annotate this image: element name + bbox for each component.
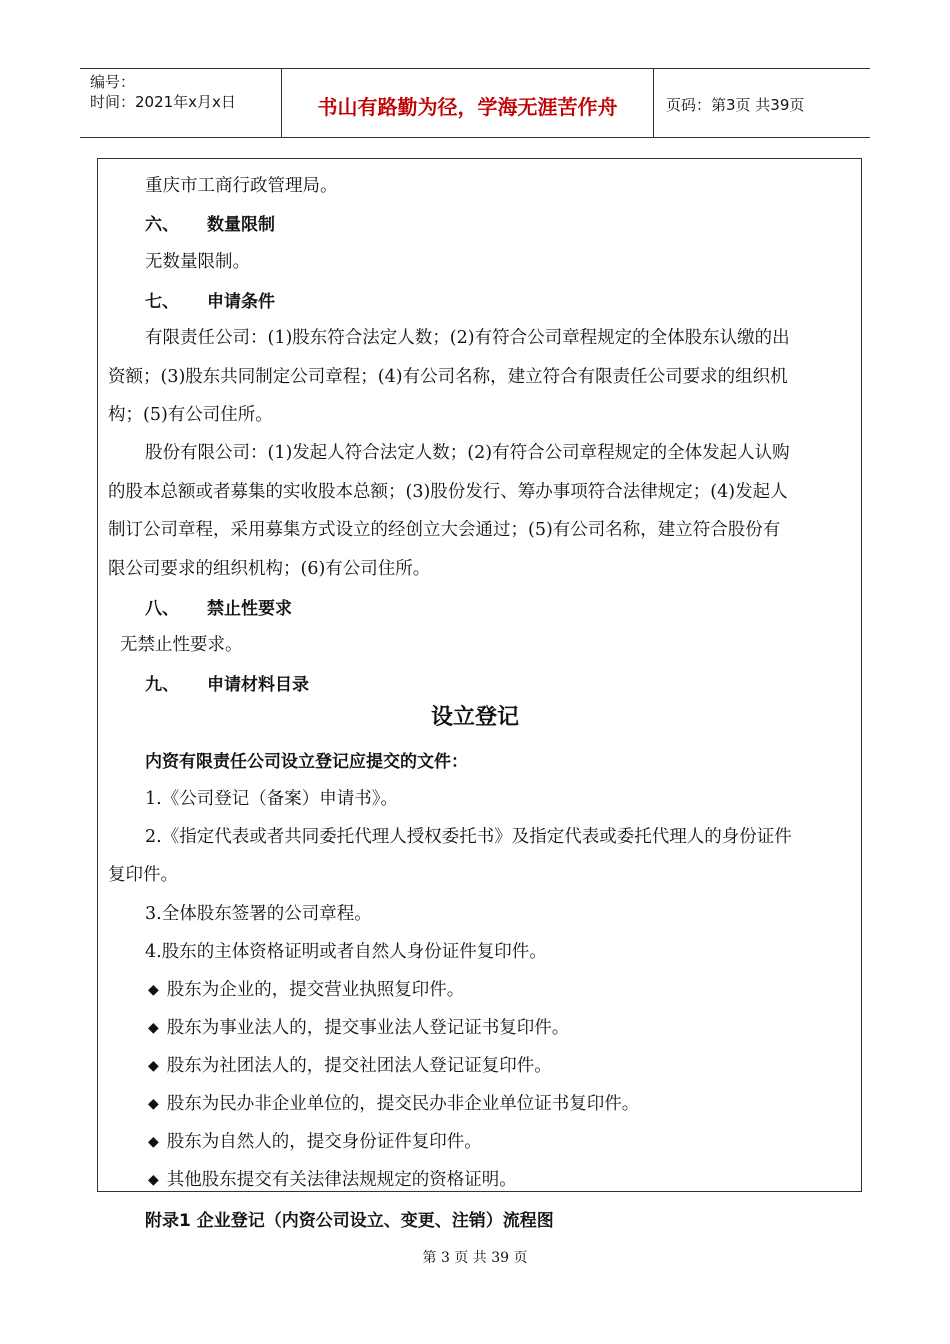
diamond-bullet-icon: ◆ [148, 982, 159, 998]
section-6-heading [145, 210, 275, 235]
document-title: 设立登记 [430, 705, 519, 730]
section-9-heading [145, 670, 309, 695]
section-7-number: 七、 [145, 292, 179, 312]
section-6-body: 无数量限制。 [145, 252, 250, 272]
bullet-item [148, 976, 464, 1001]
diamond-bullet-icon: ◆ [148, 1096, 159, 1112]
paragraph-line: 有限责任公司：(1)股东符合法定人数；(2)有符合公司章程规定的全体股东认缴的出 [145, 328, 790, 348]
paragraph-line: 的股本总额或者募集的实收股本总额；(3)股份发行、筹办事项符合法律规定；(4)发起人 [108, 482, 788, 502]
section-8-body: 无禁止性要求。 [120, 635, 243, 655]
bullet-text: 股东为自然人的，提交身份证件复印件。 [166, 1132, 482, 1152]
header-motto-cell [282, 69, 654, 137]
bullet-item [148, 1090, 639, 1115]
doc-number-label: 编号： [90, 73, 136, 91]
list-item-continuation: 复印件。 [108, 865, 178, 885]
section-7-heading [145, 287, 275, 312]
doc-date: 时间：2021年x月x日 [90, 93, 236, 111]
list-item: 1.《公司登记（备案）申请书》。 [145, 789, 398, 809]
header-motto: 书山有路勤为径，学海无涯苦作舟 [317, 95, 618, 119]
page-footer: 第 3 页 共 39 页 [422, 1250, 528, 1266]
bullet-text: 股东为社团法人的，提交社团法人登记证复印件。 [166, 1056, 552, 1076]
section-9-number: 九、 [145, 675, 179, 695]
diamond-bullet-icon: ◆ [148, 1058, 159, 1074]
paragraph-line: 股份有限公司：(1)发起人符合法定人数；(2)有符合公司章程规定的全体发起人认购 [145, 443, 790, 463]
paragraph-line: 资额；(3)股东共同制定公司章程；(4)有公司名称，建立符合有限责任公司要求的组织机 [108, 367, 788, 387]
paragraph-line: 制订公司章程，采用募集方式设立的经创立大会通过；(5)有公司名称，建立符合股份有 [108, 520, 781, 540]
bullet-text: 股东为事业法人的，提交事业法人登记证书复印件。 [166, 1018, 570, 1038]
section-8-title: 禁止性要求 [207, 599, 292, 619]
section-8-heading [145, 594, 292, 619]
diamond-bullet-icon: ◆ [148, 1020, 159, 1036]
diamond-bullet-icon: ◆ [148, 1172, 159, 1188]
list-item: 4.股东的主体资格证明或者自然人身份证件复印件。 [145, 942, 547, 962]
paragraph-line: 限公司要求的组织机构；(6)有公司住所。 [108, 559, 431, 579]
page-header [80, 68, 870, 138]
bullet-text: 股东为企业的，提交营业执照复印件。 [166, 980, 465, 1000]
list-item: 3.全体股东签署的公司章程。 [145, 904, 372, 924]
bullet-text: 其他股东提交有关法律法规规定的资格证明。 [166, 1170, 517, 1190]
header-page-info: 页码：第3页 共39页 [666, 96, 805, 114]
section-6-number: 六、 [145, 215, 179, 235]
files-intro: 内资有限责任公司设立登记应提交的文件： [145, 752, 468, 772]
section-6-title: 数量限制 [207, 215, 275, 235]
bullet-item [148, 1128, 482, 1153]
bullet-item [148, 1014, 569, 1039]
bullet-text: 股东为民办非企业单位的，提交民办非企业单位证书复印件。 [166, 1094, 640, 1114]
header-page-cell [654, 69, 870, 137]
section-9-title: 申请材料目录 [207, 675, 309, 695]
section-7-title: 申请条件 [207, 292, 275, 312]
paragraph-line: 构；(5)有公司住所。 [108, 405, 273, 425]
bullet-item [148, 1166, 517, 1191]
appendix-heading: 附录1 企业登记（内资公司设立、变更、注销）流程图 [145, 1211, 554, 1231]
header-meta [80, 69, 282, 137]
list-item: 2.《指定代表或者共同委托代理人授权委托书》及指定代表或委托代理人的身份证件 [145, 827, 792, 847]
section-8-number: 八、 [145, 599, 179, 619]
diamond-bullet-icon: ◆ [148, 1134, 159, 1150]
bullet-item [148, 1052, 552, 1077]
authority-line: 重庆市工商行政管理局。 [145, 176, 338, 196]
